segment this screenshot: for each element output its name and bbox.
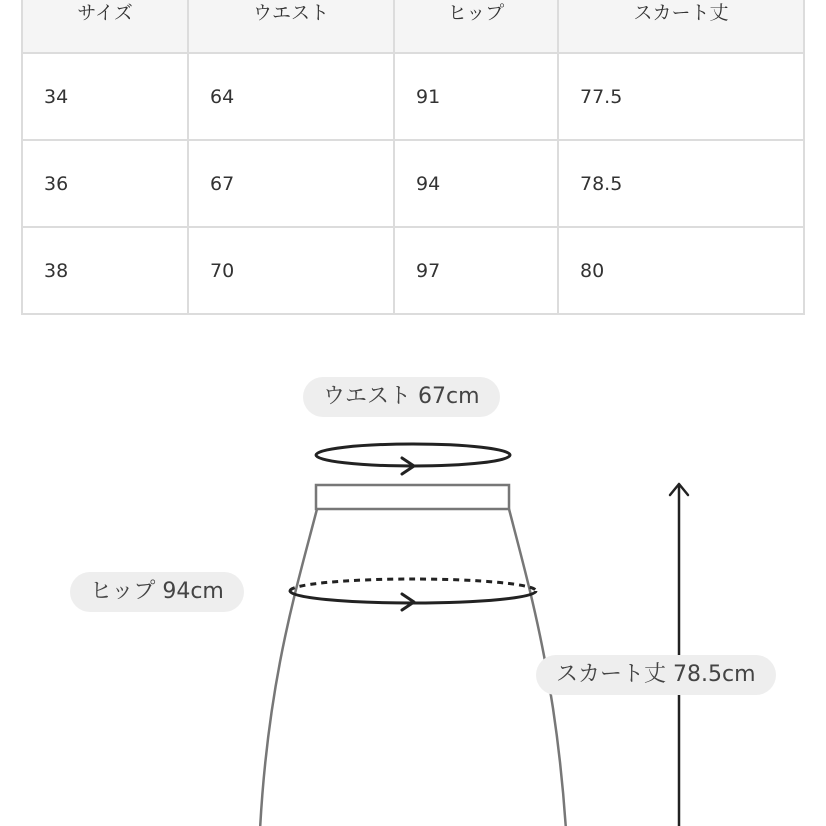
cell-skirt-length: 78.5	[558, 140, 804, 227]
cell-waist: 67	[188, 140, 394, 227]
header-waist: ウエスト	[188, 0, 394, 53]
cell-hip: 91	[394, 53, 558, 140]
size-table	[21, 0, 805, 315]
cell-hip: 94	[394, 140, 558, 227]
table-row	[22, 227, 804, 314]
waist-ellipse	[316, 444, 510, 466]
cell-size: 34	[22, 53, 188, 140]
header-size: サイズ	[22, 0, 188, 53]
cell-waist: 70	[188, 227, 394, 314]
cell-skirt-length: 77.5	[558, 53, 804, 140]
waist-measurement-label: ウエスト 67cm	[303, 377, 500, 417]
waistband-shape	[316, 485, 509, 509]
hip-measurement-label: ヒップ 94cm	[70, 572, 244, 612]
header-skirt-length: スカート丈	[558, 0, 804, 53]
skirt-measurement-diagram	[0, 330, 826, 826]
hip-ellipse-back	[290, 579, 536, 591]
cell-skirt-length: 80	[558, 227, 804, 314]
cell-size: 38	[22, 227, 188, 314]
skirt-outline	[260, 509, 566, 826]
table-header-row	[22, 0, 804, 53]
skirt-length-measurement-label: スカート丈 78.5cm	[536, 655, 776, 695]
cell-waist: 64	[188, 53, 394, 140]
table-row	[22, 53, 804, 140]
header-hip: ヒップ	[394, 0, 558, 53]
cell-size: 36	[22, 140, 188, 227]
cell-hip: 97	[394, 227, 558, 314]
table-row	[22, 140, 804, 227]
